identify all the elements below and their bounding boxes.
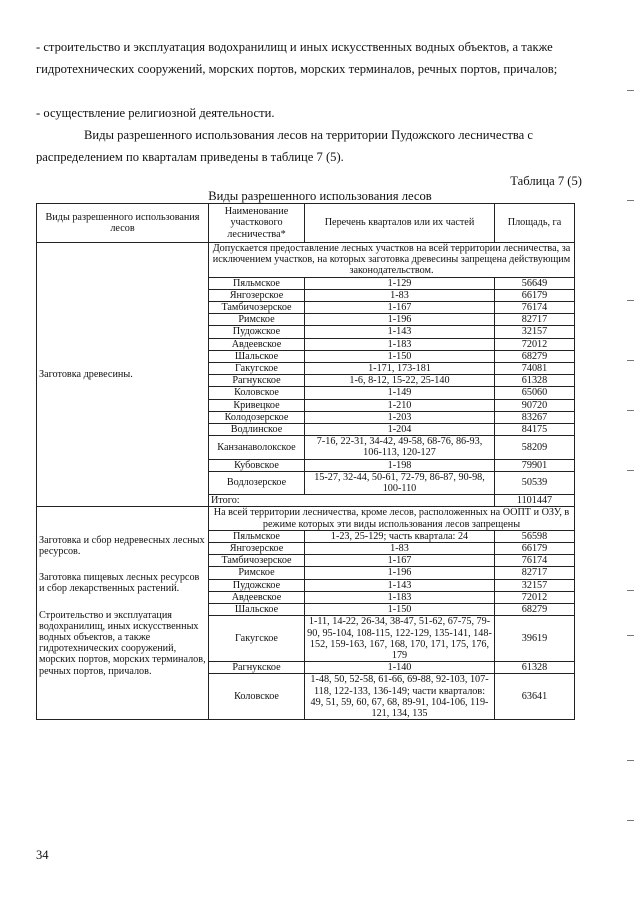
header-kind: Виды разрешенного использования лесов: [37, 204, 209, 243]
section-title-item: Заготовка пищевых лесных ресурсов и сбор лекарственных растений.: [39, 572, 200, 595]
area-value: 50539: [495, 471, 575, 494]
area-value: 68279: [495, 350, 575, 362]
scan-edge-mark: [627, 635, 634, 636]
forestry-name: Шальское: [209, 604, 305, 616]
block-list: 1-48, 50, 52-58, 61-66, 69-88, 92-103, 107-118, 122-133, 136-149; части кварталов: 49, 51, 59, 60, 67, 68, 89-91, 104-106, 119-121, 134, 135: [305, 674, 495, 720]
block-list: 1-196: [305, 314, 495, 326]
block-list: 15-27, 32-44, 50-61, 72-79, 86-87, 90-98, 100-110: [305, 471, 495, 494]
section-non-timber: [37, 507, 575, 720]
area-value: 90720: [495, 399, 575, 411]
forestry-name: Водлозерское: [209, 471, 305, 494]
table-caption: Таблица 7 (5): [510, 174, 582, 188]
forest-use-table: [36, 203, 575, 720]
forestry-name: Пяльмское: [209, 530, 305, 542]
total-label: Итого:: [209, 495, 495, 507]
block-list: 1-171, 173-181: [305, 363, 495, 375]
area-value: 65060: [495, 387, 575, 399]
forestry-name: Гакугское: [209, 616, 305, 662]
paragraph-intro: Виды разрешенного использования лесов на территории Пудожского лесничества с распределением по кварталам приведены в таблице 7 (5).: [36, 128, 533, 164]
area-value: 68279: [495, 604, 575, 616]
scan-edge-mark: [627, 300, 634, 301]
area-value: 82717: [495, 567, 575, 579]
page-number: 34: [36, 848, 49, 862]
section-title-item: Строительство и эксплуатация водохранилищ, иных искусственных водных объектов, а также гидротехнических сооружений, морских портов, морских терминалов, речных портов, причалов.: [39, 609, 206, 677]
forestry-name: Коловское: [209, 387, 305, 399]
forestry-name: Тамбичозерское: [209, 302, 305, 314]
forestry-name: Авдеевское: [209, 338, 305, 350]
forestry-name: Пудожское: [209, 326, 305, 338]
forestry-name: Водлинское: [209, 424, 305, 436]
area-value: 61328: [495, 662, 575, 674]
block-list: 1-150: [305, 604, 495, 616]
section-note-row: [37, 243, 575, 278]
area-value: 82717: [495, 314, 575, 326]
block-list: 1-198: [305, 459, 495, 471]
section-note-row: [37, 507, 575, 530]
forestry-name: Пудожское: [209, 579, 305, 591]
area-value: 79901: [495, 459, 575, 471]
area-value: 58209: [495, 436, 575, 459]
area-value: 32157: [495, 579, 575, 591]
forestry-name: Пяльмское: [209, 277, 305, 289]
area-value: 56649: [495, 277, 575, 289]
block-list: 1-203: [305, 411, 495, 423]
header-forestry: Наименование участкового лесничества*: [209, 204, 305, 243]
block-list: 1-143: [305, 579, 495, 591]
area-value: 39619: [495, 616, 575, 662]
scan-edge-mark: [627, 760, 634, 761]
block-list: 1-167: [305, 555, 495, 567]
section-timber: [37, 243, 575, 507]
block-list: 1-210: [305, 399, 495, 411]
area-value: 74081: [495, 363, 575, 375]
forestry-name: Янгозерское: [209, 543, 305, 555]
area-value: 56598: [495, 530, 575, 542]
forestry-name: Гакугское: [209, 363, 305, 375]
section-titles-non-timber: [37, 507, 209, 720]
forestry-name: Тамбичозерское: [209, 555, 305, 567]
forestry-name: Янгозерское: [209, 289, 305, 301]
header-blocks: Перечень кварталов или их частей: [305, 204, 495, 243]
scan-edge-mark: [627, 90, 634, 91]
area-value: 84175: [495, 424, 575, 436]
section-title-timber: Заготовка древесины.: [37, 243, 209, 507]
area-value: 76174: [495, 555, 575, 567]
table-header-row: [37, 204, 575, 243]
block-list: 1-83: [305, 289, 495, 301]
scan-edge-mark: [627, 360, 634, 361]
block-list: 1-11, 14-22, 26-34, 38-47, 51-62, 67-75, 79-90, 95-104, 108-115, 122-129, 135-141, 148-152, 159-163, 167, 168, 170, 171, 175, 176, 179: [305, 616, 495, 662]
section-title-item: Заготовка и сбор недревесных лесных ресурсов.: [39, 534, 205, 557]
section-note-non-timber: На всей территории лесничества, кроме лесов, расположенных на ООПТ и ОЗУ, в режиме которых эти виды использования лесов запрещены: [209, 507, 575, 530]
area-value: 76174: [495, 302, 575, 314]
forestry-name: Рагнукское: [209, 375, 305, 387]
forestry-name: Коловское: [209, 674, 305, 720]
block-list: 1-6, 8-12, 15-22, 25-140: [305, 375, 495, 387]
forestry-name: Колодозерское: [209, 411, 305, 423]
forestry-name: Кривецкое: [209, 399, 305, 411]
scan-edge-mark: [627, 470, 634, 471]
section-note-timber: Допускается предоставление лесных участков на всей территории лесничества, за исключением участков, на которых заготовка древесины запрещена действующим законодательством.: [209, 243, 575, 278]
block-list: 1-196: [305, 567, 495, 579]
header-area: Площадь, га: [495, 204, 575, 243]
block-list: 1-143: [305, 326, 495, 338]
area-value: 66179: [495, 543, 575, 555]
forestry-name: Римское: [209, 567, 305, 579]
forestry-name: Авдеевское: [209, 591, 305, 603]
table-title: Виды разрешенного использования лесов: [208, 189, 432, 203]
block-list: 1-83: [305, 543, 495, 555]
area-value: 66179: [495, 289, 575, 301]
forestry-name: Шальское: [209, 350, 305, 362]
paragraph-water-objects: - строительство и эксплуатация водохранилищ и иных искусственных водных объектов, а также гидротехнических сооружений, морских портов, морских терминалов, речных портов, причалов;: [36, 40, 558, 76]
block-list: 1-183: [305, 591, 495, 603]
block-list: 7-16, 22-31, 34-42, 49-58, 68-76, 86-93, 106-113, 120-127: [305, 436, 495, 459]
area-value: 72012: [495, 338, 575, 350]
area-value: 72012: [495, 591, 575, 603]
block-list: 1-149: [305, 387, 495, 399]
forestry-name: Кубовское: [209, 459, 305, 471]
block-list: 1-150: [305, 350, 495, 362]
block-list: 1-167: [305, 302, 495, 314]
area-value: 32157: [495, 326, 575, 338]
area-value: 61328: [495, 375, 575, 387]
block-list: 1-204: [305, 424, 495, 436]
forestry-name: Рагнукское: [209, 662, 305, 674]
block-list: 1-23, 25-129; часть квартала: 24: [305, 530, 495, 542]
scan-edge-mark: [627, 410, 634, 411]
scan-edge-mark: [627, 590, 634, 591]
total-value: 1101447: [495, 495, 575, 507]
scan-edge-mark: [627, 820, 634, 821]
forestry-name: Канзанаволокское: [209, 436, 305, 459]
scan-edge-mark: [627, 200, 634, 201]
paragraph-religious: - осуществление религиозной деятельности.: [36, 106, 275, 120]
area-value: 83267: [495, 411, 575, 423]
block-list: 1-183: [305, 338, 495, 350]
block-list: 1-129: [305, 277, 495, 289]
block-list: 1-140: [305, 662, 495, 674]
forestry-name: Римское: [209, 314, 305, 326]
area-value: 63641: [495, 674, 575, 720]
